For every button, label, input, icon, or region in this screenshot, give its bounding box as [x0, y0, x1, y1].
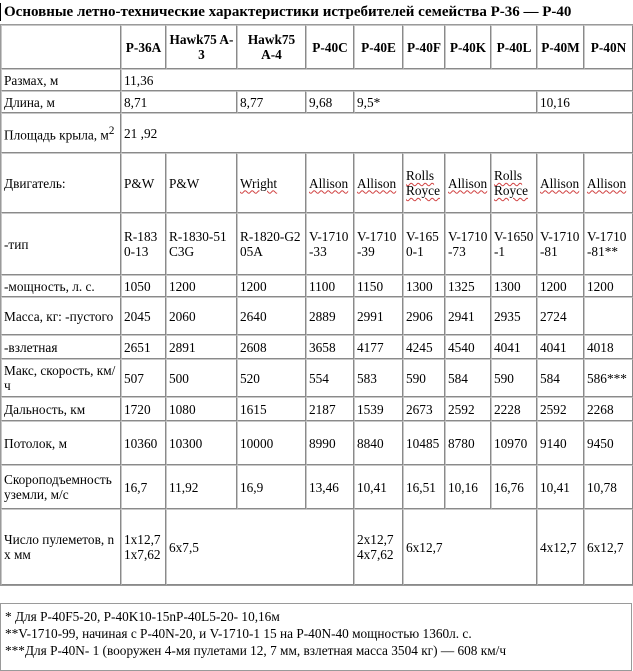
- table-cell: 2673: [403, 397, 445, 421]
- table-cell: 1100: [306, 275, 354, 297]
- table-row: [1, 509, 633, 585]
- table-cell: 2651: [121, 335, 166, 359]
- table-cell: V-1710-73: [445, 213, 491, 275]
- table-cell: 1200: [584, 275, 633, 297]
- table-cell: 2045: [121, 297, 166, 335]
- row-label: -тип: [1, 213, 121, 275]
- table-row: [1, 91, 633, 113]
- table-cell: Allison: [445, 153, 491, 213]
- row-label: Размах, м: [1, 69, 121, 91]
- table-cell: 9,68: [306, 91, 354, 113]
- table-cell: 6x12,7: [403, 509, 537, 585]
- table-cell: Allison: [584, 153, 633, 213]
- table-cell: 2889: [306, 297, 354, 335]
- row-label: -мощность, л. с.: [1, 275, 121, 297]
- table-cell: 4245: [403, 335, 445, 359]
- table-cell: 1200: [166, 275, 237, 297]
- table-cell: 9,5*: [354, 91, 537, 113]
- table-cell: 16,9: [237, 465, 306, 509]
- table-cell: 2060: [166, 297, 237, 335]
- footnote: **V-1710-99, начиная с P-40N-20, и V-1710-1 15 на P-40N-40 мощностью 1360л. с.: [5, 626, 472, 641]
- column-header: P-40C: [306, 25, 354, 69]
- table-cell: 583: [354, 359, 403, 397]
- row-label: Масса, кг: -пустого: [1, 297, 121, 335]
- row-label: Скороподъемность уземли, м/с: [1, 465, 121, 509]
- table-cell: 11,36: [121, 69, 633, 91]
- table-row: [1, 213, 633, 275]
- table-cell: 1200: [237, 275, 306, 297]
- table-cell: 2268: [584, 397, 633, 421]
- table-cell: 2x12,7 4x7,62: [354, 509, 403, 585]
- table-cell: V-1650-1: [403, 213, 445, 275]
- table-cell: 10,41: [354, 465, 403, 509]
- table-cell: 8780: [445, 421, 491, 465]
- table-cell: 2724: [537, 297, 584, 335]
- table-cell: 2640: [237, 297, 306, 335]
- table-cell: 1150: [354, 275, 403, 297]
- column-header: Hawk75 A-3: [166, 25, 237, 69]
- table-row: [1, 421, 633, 465]
- row-label: -взлетная: [1, 335, 121, 359]
- row-label: Макс, скорость, км/ч: [1, 359, 121, 397]
- footnotes: [0, 603, 632, 671]
- table-cell: 10300: [166, 421, 237, 465]
- table-cell: P&W: [121, 153, 166, 213]
- table-row: [1, 465, 633, 509]
- table-cell: 2187: [306, 397, 354, 421]
- table-cell: 9140: [537, 421, 584, 465]
- table-cell: 9450: [584, 421, 633, 465]
- table-cell: Rolls Royce: [403, 153, 445, 213]
- table-cell: R-1820-G205A: [237, 213, 306, 275]
- column-header: P-40K: [445, 25, 491, 69]
- wing-area-label: Площадь крыла, м: [4, 127, 109, 143]
- table-cell: 6x12,7: [584, 509, 633, 585]
- table-cell: 554: [306, 359, 354, 397]
- table-cell: V-1710-81: [537, 213, 584, 275]
- header-row: [1, 25, 633, 69]
- table-cell: 584: [537, 359, 584, 397]
- table-cell: 10360: [121, 421, 166, 465]
- table-cell: Wright: [237, 153, 306, 213]
- table-cell: 4540: [445, 335, 491, 359]
- table-cell: 2991: [354, 297, 403, 335]
- column-header: P-40N: [584, 25, 633, 69]
- spec-table: [0, 24, 633, 586]
- table-cell: Allison: [354, 153, 403, 213]
- table-cell: V-1710-81**: [584, 213, 633, 275]
- table-cell: 10,41: [537, 465, 584, 509]
- table-cell: 16,51: [403, 465, 445, 509]
- table-cell: 2228: [491, 397, 537, 421]
- table-cell: 1720: [121, 397, 166, 421]
- table-cell: 500: [166, 359, 237, 397]
- table-cell: 2592: [537, 397, 584, 421]
- table-cell: 4177: [354, 335, 403, 359]
- table-row: [1, 113, 633, 153]
- table-cell: 1300: [403, 275, 445, 297]
- table-cell: [584, 297, 633, 335]
- table-cell: 10,78: [584, 465, 633, 509]
- table-cell: 1325: [445, 275, 491, 297]
- table-cell: 8990: [306, 421, 354, 465]
- table-row: [1, 335, 633, 359]
- table-cell: V-1650-1: [491, 213, 537, 275]
- column-header: P-40M: [537, 25, 584, 69]
- table-cell: P&W: [166, 153, 237, 213]
- row-label: Дальность, км: [1, 397, 121, 421]
- table-cell: 4041: [491, 335, 537, 359]
- table-cell: V-1710-33: [306, 213, 354, 275]
- column-header: Hawk75 A-4: [237, 25, 306, 69]
- table-cell: 8,77: [237, 91, 306, 113]
- column-header: P-40F: [403, 25, 445, 69]
- table-cell: 1200: [537, 275, 584, 297]
- table-cell: 1615: [237, 397, 306, 421]
- table-cell: 4018: [584, 335, 633, 359]
- table-cell: 520: [237, 359, 306, 397]
- table-cell: 584: [445, 359, 491, 397]
- column-header: P-36A: [121, 25, 166, 69]
- table-cell: 2906: [403, 297, 445, 335]
- table-cell: 1300: [491, 275, 537, 297]
- row-label: [1, 113, 121, 153]
- column-header: P-40E: [354, 25, 403, 69]
- table-row: [1, 397, 633, 421]
- table-cell: 13,46: [306, 465, 354, 509]
- table-cell: 16,7: [121, 465, 166, 509]
- table-row: [1, 359, 633, 397]
- table-cell: 507: [121, 359, 166, 397]
- table-cell: 1539: [354, 397, 403, 421]
- table-cell: 2891: [166, 335, 237, 359]
- table-row: [1, 69, 633, 91]
- table-cell: 10,16: [445, 465, 491, 509]
- row-label: Потолок, м: [1, 421, 121, 465]
- table-cell: 590: [491, 359, 537, 397]
- row-label: Число пулеметов, n х мм: [1, 509, 121, 585]
- table-cell: 16,76: [491, 465, 537, 509]
- table-cell: 10000: [237, 421, 306, 465]
- table-cell: V-1710-39: [354, 213, 403, 275]
- table-row: [1, 153, 633, 213]
- wing-area-superscript: 2: [108, 124, 115, 137]
- table-cell: 590: [403, 359, 445, 397]
- table-cell: 1x12,7 1x7,62: [121, 509, 166, 585]
- table-cell: 21 ,92: [121, 113, 633, 153]
- table-cell: 2941: [445, 297, 491, 335]
- table-row: [1, 297, 633, 335]
- table-cell: 10,16: [537, 91, 633, 113]
- table-cell: Allison: [306, 153, 354, 213]
- row-label: Длина, м: [1, 91, 121, 113]
- table-cell: 4041: [537, 335, 584, 359]
- table-cell: 4x12,7: [537, 509, 584, 585]
- footnote: ***Для P-40N- 1 (вооружен 4-мя пулетами 12, 7 мм, взлетная масса 3504 кг) — 608 км/ч: [5, 643, 507, 658]
- table-cell: 8840: [354, 421, 403, 465]
- table-cell: 6x7,5: [166, 509, 354, 585]
- column-header: P-40L: [491, 25, 537, 69]
- table-cell: 10485: [403, 421, 445, 465]
- footnote: * Для Р-40F5-20, Р-40K10-15nP-40L5-20- 10,16м: [5, 609, 280, 624]
- table-cell: R-1830-51C3G: [166, 213, 237, 275]
- row-label: Двигатель:: [1, 153, 121, 213]
- table-cell: 8,71: [121, 91, 237, 113]
- table-cell: 3658: [306, 335, 354, 359]
- table-cell: 2608: [237, 335, 306, 359]
- header-corner: [1, 25, 121, 69]
- table-cell: 11,92: [166, 465, 237, 509]
- table-title: Основные летно-технические характеристики истребителей семейства Р-36 — Р-40: [0, 0, 631, 24]
- table-cell: Rolls Royce: [491, 153, 537, 213]
- table-cell: 1080: [166, 397, 237, 421]
- table-cell: R-1830-13: [121, 213, 166, 275]
- table-cell: 1050: [121, 275, 166, 297]
- table-cell: 2935: [491, 297, 537, 335]
- table-cell: Allison: [537, 153, 584, 213]
- table-row: [1, 275, 633, 297]
- table-cell: 586***: [584, 359, 633, 397]
- table-cell: 10970: [491, 421, 537, 465]
- table-cell: 2592: [445, 397, 491, 421]
